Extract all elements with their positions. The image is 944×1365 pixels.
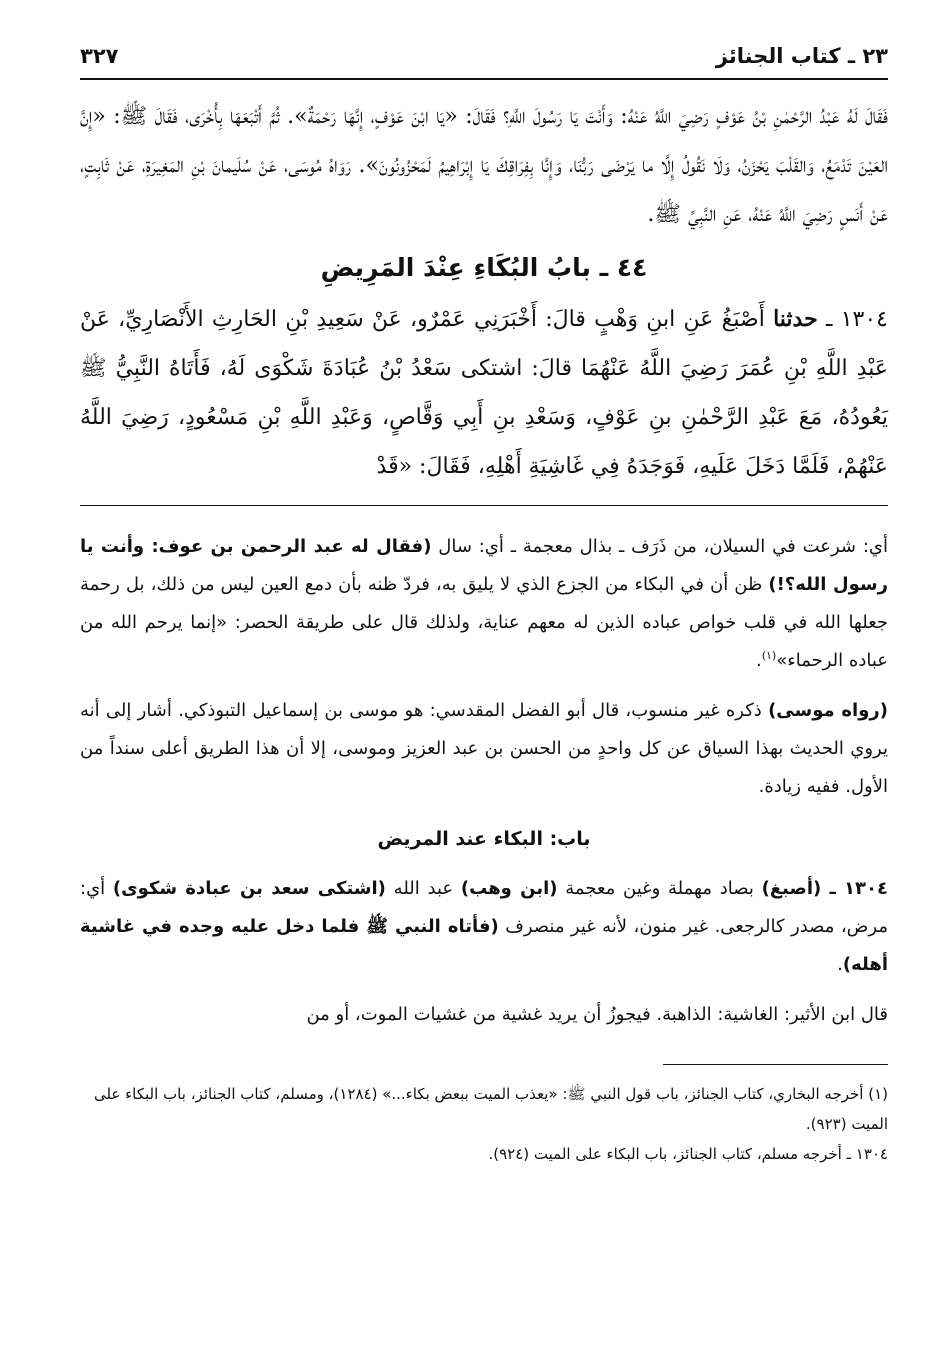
commentary-text: بصاد مهملة وغين معجمة xyxy=(565,878,754,899)
commentary-heading: باب: البكاء عند المريض xyxy=(377,828,591,850)
footnote: ١٣٠٤ ـ أخرجه مسلم، كتاب الجنائز، باب البكاء على الميت (٩٢٤). xyxy=(488,1145,888,1163)
commentary-text: . xyxy=(756,650,762,671)
commentary-paragraph xyxy=(80,692,888,806)
hadith-text: أَصْبَغُ عَنِ ابنِ وَهْبٍ قالَ: أَخْبَرَنِي عَمْرٌو، عَنْ سَعِيدِ بْنِ الحَارِثِ الأَنْصَارِيِّ، عَنْ عَبْدِ اللَّهِ بْنِ عُمَرَ رَضِيَ اللَّهُ عَنْهُمَا قالَ: اشتكى سَعْدُ بْنُ عُبَادَةَ شَكْوَى لَهُ، فَأَتَاهُ النَّبِيُّ ﷺ يَعُودُهُ، مَعَ عَبْدِ الرَّحْمٰنِ بنِ عَوْفٍ، وَسَعْدِ بنِ أَبِي وَقَّاصٍ، وَعَبْدِ اللَّهِ بْنِ مَسْعُودٍ، رَضِيَ اللَّهُ عَنْهُمْ، فَلَمَّا دَخَلَ عَلَيهِ، فَوَجَدَهُ فِي غَاشِيَةِ أَهْلِهِ، فَقَالَ: «قَدْ xyxy=(80,307,888,479)
hadith-intro: حدثنا xyxy=(773,306,818,332)
commentary-block xyxy=(80,528,888,1034)
section-divider xyxy=(80,505,888,506)
commentary-quote: (ابن وهب) xyxy=(460,878,558,899)
commentary-text: . xyxy=(837,954,843,975)
hadith-text-block xyxy=(80,92,888,491)
commentary-quote: (فقال له عبد الرحمن بن عوف: وأنت يا رسول الله؟!) xyxy=(80,536,888,595)
commentary-text: ظن أن في البكاء من الجزع الذي لا يليق به، فردّ ظنه بأن دمع العين ليس من ذلك، بل رحمة جعلها الله في قلب خواص عباده الذين له معهم عناية، ولذلك قال على طريقة الحصر: «إنما يرحم الله من عباده الرحماء» xyxy=(80,574,888,671)
commentary-paragraph xyxy=(80,870,888,984)
commentary-text: أي: مرض، مصدر كالرجعى. غير منون، لأنه غير منصرف xyxy=(80,878,888,937)
hadith-number: ١٣٠٤ ـ xyxy=(826,307,888,332)
commentary-text: أي: شرعت في السيلان، من ذَرَف ـ بذال معجمة ـ أي: سال xyxy=(438,536,888,557)
commentary-paragraph xyxy=(80,528,888,680)
running-header xyxy=(80,38,888,80)
hadith-paragraph xyxy=(80,295,888,491)
footnote: (١) أخرجه البخاري، كتاب الجنائز، باب قول النبي ﷺ: «يعذب الميت ببعض بكاء...» (١٢٨٤)، ومسلم، كتاب الجنائز، باب البكاء على الميت (٩٢٣). xyxy=(93,1085,888,1133)
commentary-text: ذكره غير منسوب، قال أبو الفضل المقدسي: هو موسى بن إسماعيل التبوذكي. أشار إلى أنه يروي الحديث بهذا السياق عن كل واحدٍ من الحسن بن عبد العزيز وموسى، إلا أن هذا الطريق أعلى سنداً من الأول. ففيه زيادة. xyxy=(80,700,888,797)
footnote-rule xyxy=(663,1064,888,1065)
hadith-paragraph: فَقَالَ لَهُ عَبْدُ الرَّحْمٰنِ بْنُ عَوْفٍ رَضِيَ اللَّهُ عَنْهُ: وَأَنْتَ يَا رَسُولَ اللَّهِ؟ فَقَالَ: «يَا ابْنَ عَوْفٍ، إِنَّهَا رَحْمَةٌ». ثُمَّ أَتْبَعَهَا بِأُخْرَى، فَقَالَ ﷺ: «إِنَّ العَيْنَ تَدْمَعُ، وَالقَلْبَ يَحْزَنُ، وَلَا نَقُولُ إِلَّا ما يَرْضَى رَبُّنَا، وَإِنَّا بِفِرَاقِكَ يَا إِبْرَاهِيمُ لَمَحْزُونُونَ». رَوَاهُ مُوسَى، عَنْ سُلَيمانَ بْنِ المَغِيرَةِ، عَنْ ثَابِتٍ، عَنْ أَنَسٍ رَضِيَ اللَّهُ عَنْهُ، عَنِ النَّبِيِّ ﷺ. xyxy=(80,104,888,227)
book-page xyxy=(80,38,888,1169)
running-title: ٢٣ ـ كتاب الجنائز xyxy=(715,44,888,68)
commentary-quote: ١٣٠٤ ـ (أصبغ) xyxy=(761,878,888,899)
footnotes xyxy=(80,1079,888,1169)
commentary-paragraph: قال ابن الأثير: الغاشية: الذاهبة. فيجوزُ أن يريد غشية من غشيات الموت، أو من xyxy=(306,1004,888,1025)
commentary-text: عبد الله xyxy=(393,878,454,899)
commentary-quote: (فأتاه النبي ﷺ فلما دخل عليه وجده في غاشية أهله) xyxy=(80,916,888,975)
page-number: ٣٢٧ xyxy=(80,44,119,68)
commentary-quote: (رواه موسى) xyxy=(768,700,888,721)
commentary-quote: (اشتكى سعد بن عبادة شكوى) xyxy=(112,878,386,899)
footnote-marker[interactable]: (١) xyxy=(761,649,777,662)
chapter-heading: ٤٤ ـ بابُ البُكَاءِ عِنْدَ المَرِيضِ xyxy=(320,253,648,282)
